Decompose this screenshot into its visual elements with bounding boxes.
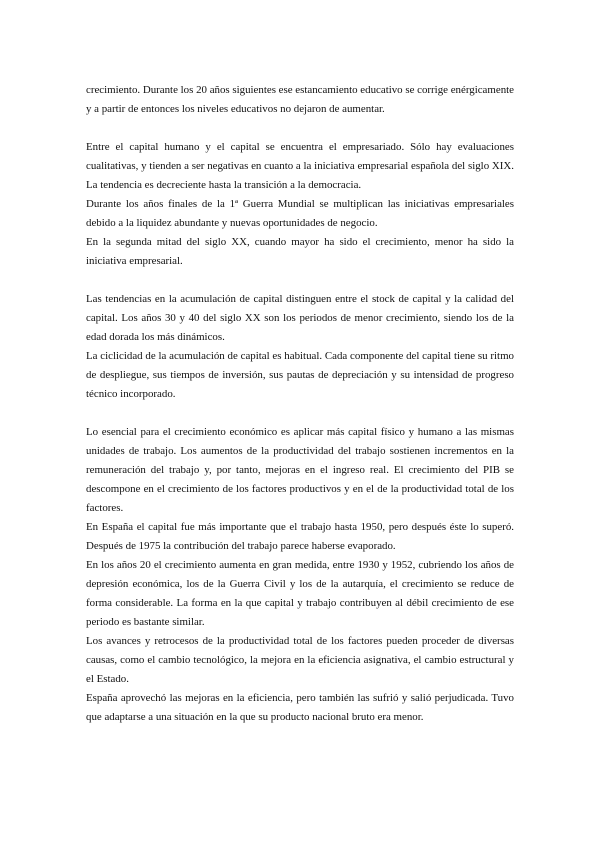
paragraph: Entre el capital humano y el capital se encuentra el empresariado. Sólo hay evaluaciones cualitativas, y tienden a ser negativas en cuanto a la iniciativa empresarial española del siglo XIX. La tendencia es decreciente hasta la transición a la democracia.	[86, 141, 514, 191]
body-text	[86, 81, 514, 727]
paragraph: Las tendencias en la acumulación de capital distinguen entre el stock de capital y la calidad del capital. Los años 30 y 40 del siglo XX son los periodos de menor crecimiento, siendo los de la edad dorada los más dinámicos.	[86, 293, 514, 343]
paragraph: En España el capital fue más importante que el trabajo hasta 1950, pero después éste lo superó. Después de 1975 la contribución del trabajo parece haberse evaporado.	[86, 521, 514, 552]
paragraph: Los avances y retrocesos de la productividad total de los factores pueden proceder de diversas causas, como el cambio tecnológico, la mejora en la eficiencia asignativa, el cambio estructural y el Estado.	[86, 635, 514, 685]
paragraph: España aprovechó las mejoras en la eficiencia, pero también las sufrió y salió perjudicada. Tuvo que adaptarse a una situación en la que su producto nacional bruto era menor.	[86, 692, 514, 723]
paragraph: En los años 20 el crecimiento aumenta en gran medida, entre 1930 y 1952, cubriendo los años de depresión económica, los de la Guerra Civil y los de la autarquía, el crecimiento se reduce de forma considerable. La forma en la que capital y trabajo contribuyen al débil crecimiento de ese periodo es bastante similar.	[86, 559, 514, 628]
paragraph: La ciclicidad de la acumulación de capital es habitual. Cada componente del capital tiene su ritmo de despliegue, sus tiempos de inversión, sus pautas de depreciación y su intensidad de progreso técnico incorporado.	[86, 350, 514, 400]
paragraph: En la segunda mitad del siglo XX, cuando mayor ha sido el crecimiento, menor ha sido la iniciativa empresarial.	[86, 236, 514, 267]
paragraph: Lo esencial para el crecimiento económico es aplicar más capital físico y humano a las mismas unidades de trabajo. Los aumentos de la productividad del trabajo sostienen incrementos en la remuneración del trabajo y, por tanto, mejoras en el ingreso real. El crecimiento del PIB se descompone en el crecimiento de los factores productivos y en el de la productividad total de los factores.	[86, 426, 514, 514]
paragraph: Durante los años finales de la 1ª Guerra Mundial se multiplican las iniciativas empresariales debido a la liquidez abundante y nuevas oportunidades de negocio.	[86, 198, 514, 229]
paragraph: crecimiento. Durante los 20 años siguientes ese estancamiento educativo se corrige enérgicamente y a partir de entonces los niveles educativos no dejaron de aumentar.	[86, 84, 514, 115]
